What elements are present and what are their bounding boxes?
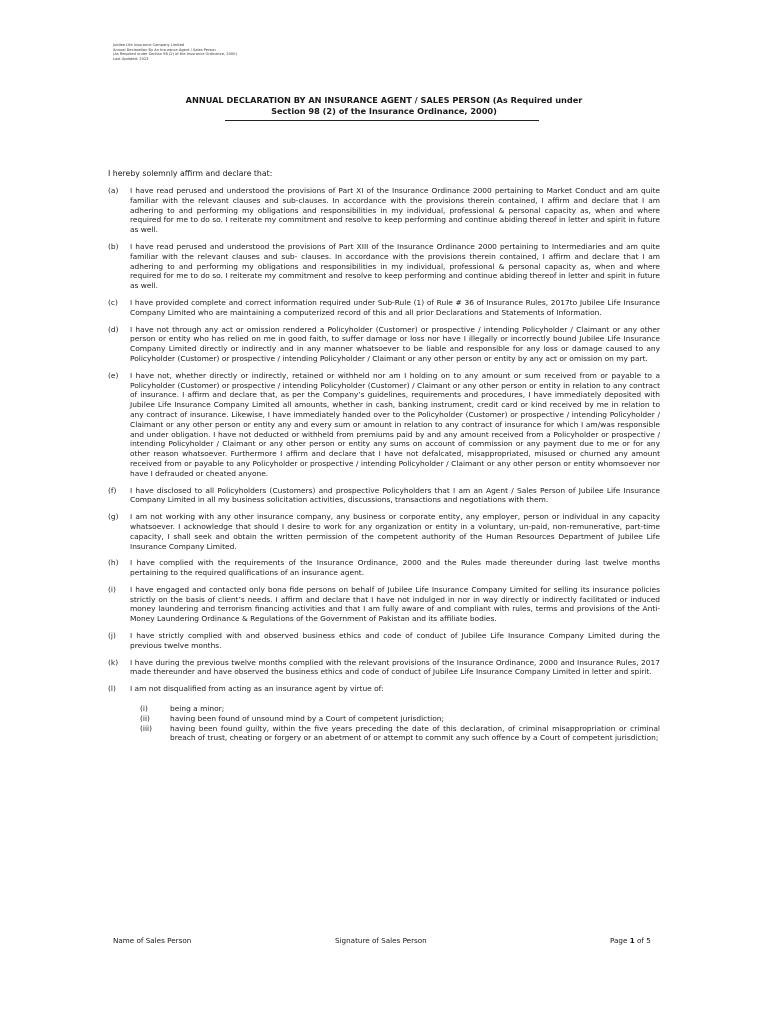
item-text: I am not working with any other insurance company, any business or corporate entity, any employer, person or individual in any capacity whatsoever. I acknowledge that should I desire to work for any organization or entity in a voluntary, un-paid, non-remunerative, part-time capacity, I shall seek and obtain the written permission of the competent authority of the Human Resources Department of Jubilee Life Insurance Company Limited. — [130, 512, 660, 551]
item-label: (c) — [108, 297, 118, 307]
document-header — [113, 43, 237, 61]
declaration-item — [108, 684, 660, 743]
intro-statement: I hereby solemnly affirm and declare that: — [108, 169, 273, 178]
declaration-item — [108, 512, 660, 551]
declaration-item — [108, 242, 660, 291]
sub-item — [130, 714, 660, 724]
header-line: Annual Declaration By An Insurance Agent / Sales Person — [113, 47, 216, 52]
declaration-list — [108, 186, 660, 750]
item-label: (j) — [108, 631, 116, 641]
declaration-item — [108, 325, 660, 364]
declaration-item — [108, 298, 660, 318]
item-label: (a) — [108, 186, 119, 195]
title-line-1: ANNUAL DECLARATION BY AN INSURANCE AGENT / SALES PERSON (As Required under — [185, 95, 583, 105]
page-of: of — [637, 936, 644, 945]
page-prefix: Page — [610, 936, 628, 945]
sub-item-text: having been found guilty, within the five years preceding the date of this declaration, of criminal misappropriation or criminal breach of trust, cheating or forgery or an abetment of or attempt to commit any such offence by a Court of competent jurisdiction; — [170, 723, 660, 743]
item-label: (b) — [108, 241, 119, 251]
header-line: Jubilee Life Insurance Company Limited — [113, 43, 185, 47]
document-title — [170, 95, 598, 117]
header-line: (As Required under Section 98 (2) of the Insurance Ordinance, 2000) — [113, 52, 237, 57]
sub-item-label: (ii) — [140, 713, 150, 723]
declaration-item — [108, 186, 660, 235]
signature-label: Signature of Sales Person — [335, 936, 427, 945]
item-label: (d) — [108, 324, 119, 334]
item-text: I have disclosed to all Policyholders (Customers) and prospective Policyholders that I am an Agent / Sales Person of Jubilee Life Insurance Company Limited in all my business solicitation activities, discussions, transactions and negotiations with them. — [130, 485, 660, 505]
sub-item-text: being a minor; — [170, 704, 225, 714]
page-current: 1 — [629, 936, 635, 945]
item-text: I have provided complete and correct information required under Sub-Rule (1) of Rule # 36 of Insurance Rules, 2017to Jubilee Life Insurance Company Limited who are maintaining a computerized record of this and all prior Declarations and Statements of Information. — [130, 297, 660, 317]
title-line-2: Section 98 (2) of the Insurance Ordinance, 2000) — [271, 106, 497, 116]
page-number — [610, 936, 651, 946]
disqualification-list — [130, 704, 660, 743]
item-label: (e) — [108, 370, 119, 380]
item-text: I have read perused and understood the provisions of Part XIII of the Insurance Ordinance 2000 pertaining to Intermediaries and am quite familiar with the relevant clauses and sub- clauses. In accordance with the provisions therein contained, I affirm and declare that I am adhering to and performing my obligations and responsibilities in my individual, professional & personal capacity as, when and where required for me to do so. I reiterate my commitment and resolve to keep performing and continue abiding thereof in letter and spirit in future as well. — [130, 241, 660, 291]
item-text: I have not through any act or omission rendered a Policyholder (Customer) or prospective / intending Policyholder / Claimant or any other person or entity who has relied on me in good faith, to suffer damage or loss nor have I illegally or incorrectly bound Jubilee Life Insurance Company Limited directly or indirectly and in any manner whatsoever to be liable and responsible for any loss or damage caused to any Policyholder (Customer) or prospective / intending Policyholder / Claimant or any other person or entity by any act or omission on my part. — [130, 324, 660, 363]
sub-item — [130, 704, 660, 714]
item-text: I have during the previous twelve months complied with the relevant provisions of the Insurance Ordinance, 2000 and Insurance Rules, 2017 made thereunder and have observed the business ethics and code of conduct of Jubilee Life Insurance Company Limited in letter and spirit. — [130, 657, 660, 677]
item-text: I have strictly complied with and observed business ethics and code of conduct of Jubilee Life Insurance Company Limited during the previous twelve months. — [130, 631, 660, 650]
item-label: (l) — [108, 684, 116, 694]
declaration-item — [108, 631, 660, 651]
item-label: (h) — [108, 558, 119, 568]
item-text: I have read perused and understood the provisions of Part XI of the Insurance Ordinance 2000 pertaining to Market Conduct and am quite familiar with the relevant clauses and sub-clauses. In accordance with the provisions therein contained, I affirm and declare that I am adhering to and performing my obligations and responsibilities in my individual, professional & personal capacity as, when and where required for me to do so. I reiterate my commitment and resolve to keep performing and continue abiding thereof in letter and spirit in future as well. — [130, 186, 660, 235]
item-text: I have complied with the requirements of the Insurance Ordinance, 2000 and the Rules made thereunder during last twelve months pertaining to the required qualifications of an insurance agent. — [130, 558, 660, 578]
declaration-item — [108, 585, 660, 624]
item-label: (f) — [108, 485, 117, 495]
item-text: I am not disqualified from acting as an insurance agent by virtue of: — [130, 684, 384, 694]
sub-item — [130, 724, 660, 744]
item-label: (g) — [108, 512, 119, 522]
page-total: 5 — [646, 936, 651, 945]
item-label: (k) — [108, 657, 119, 667]
declaration-item — [108, 486, 660, 506]
declaration-item — [108, 371, 660, 479]
title-underline — [225, 120, 539, 121]
sub-item-label: (i) — [140, 704, 148, 714]
name-of-sales-person-label: Name of Sales Person — [113, 936, 192, 945]
declaration-item — [108, 558, 660, 578]
item-text: I have engaged and contacted only bona fide persons on behalf of Jubilee Life Insurance Company Limited for selling its insurance policies strictly on the basis of client’s needs. I affirm and declare that I have not indulged in nor in way directly or indirectly facilitated or induced money laundering and terrorism financing activities and that I am fully aware of and compliant with rules, terms and provisions of the Anti-Money Laundering Ordinance & Regulations of the Government of Pakistan and its affiliate bodies. — [130, 584, 660, 624]
item-label: (i) — [108, 584, 116, 594]
declaration-item — [108, 658, 660, 678]
item-text: I have not, whether directly or indirectly, retained or withheld nor am I holding on to any amount or sum received from or payable to a Policyholder (Customer) or prospective / intending Policyholder (Customer) / Claimant or any other person or entity in relation to any contract of insurance. I affirm and declare that, as per the Company’s guidelines, requirements and procedures, I have immediately deposited with Jubilee Life Insurance Company Limited all amounts, whether in cash, banking instrument, credit card or kind received by me in relation to any contract of insurance. Likewise, I have immediately handed over to the Policyholder (Customer) or prospective / intending Policyholder / Claimant or any other person or entity any and every sum or amount in relation to any contract of insurance for which I am/was responsible and under obligation. I have not deducted or withheld from premiums paid by and any amount received from a Policyholder or prospective / intending Policyholder / Claimant or any other person or entity any sums on account of commission or any payment due to me or for any other reason whatsoever. Furthermore I affirm and declare that I have not defalcated, misappropriated, misused or churned any amount received from or payable to any Policyholder or prospective / intending Policyholder / Claimant or any other person or entity whomsoever nor have I defrauded or cheated anyone. — [130, 370, 660, 478]
sub-item-label: (iii) — [140, 723, 153, 733]
header-line: Last Updated: 2023 — [113, 56, 149, 61]
sub-item-text: having been found of unsound mind by a Court of competent jurisdiction; — [170, 713, 444, 723]
